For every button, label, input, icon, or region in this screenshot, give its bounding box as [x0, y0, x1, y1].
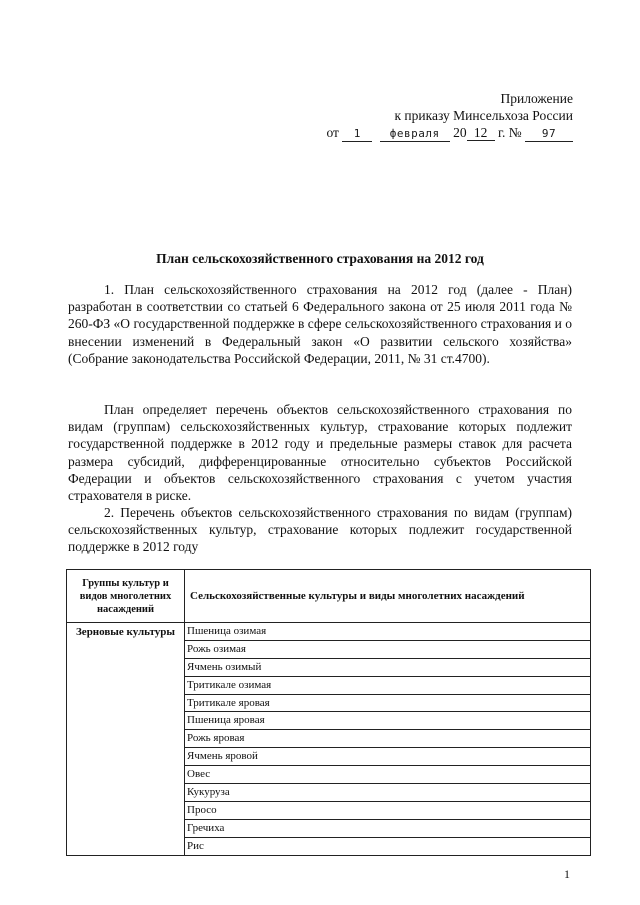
date-prefix: от: [326, 125, 339, 140]
order-label: к приказу Минсельхоза России: [394, 108, 573, 123]
paragraph-2: [68, 401, 572, 504]
crop-item: Просо: [185, 801, 591, 819]
order-date-line: [326, 124, 573, 142]
order-year: 12: [467, 126, 495, 141]
paragraph-1-text: 1. План сельскохозяйственного страхования на 2012 год (далее - План) разработан в соответствии со статьей 6 Федерального закона от 25 июля 2011 года № 260-ФЗ «О государственной поддержке в сфере сельскохозяйственного страхования и о внесении изменений в Федеральный закон «О развитии сельского хозяйства» (Собрание законодательства Российской Федерации, 2011, № 31 ст.4700).: [68, 282, 572, 366]
document-title: План сельскохозяйственного страхования на 2012 год: [156, 251, 484, 266]
paragraph-3: [68, 504, 572, 556]
number-prefix: г. №: [497, 125, 522, 140]
crop-item: Гречиха: [185, 819, 591, 837]
order-day: 1: [342, 127, 372, 142]
crop-item: Ячмень озимый: [185, 658, 591, 676]
year-prefix: 20: [453, 125, 467, 140]
crop-item: Пшеница яровая: [185, 712, 591, 730]
appendix-label: Приложение: [500, 91, 573, 106]
document-header: [326, 90, 573, 142]
crop-group-cell: Зерновые культуры: [67, 623, 185, 856]
crop-item: Ячмень яровой: [185, 748, 591, 766]
paragraph-3-text: 2. Перечень объектов сельскохозяйственного страхования по видам (группам) сельскохозяйственных культур, страхование которых подлежит государственной поддержке в 2012 году: [68, 505, 572, 555]
crop-item: Рожь яровая: [185, 730, 591, 748]
page-number: 1: [564, 867, 570, 881]
crop-item: Тритикале яровая: [185, 694, 591, 712]
crop-item: Кукуруза: [185, 784, 591, 802]
crop-item: Овес: [185, 766, 591, 784]
crop-item: Тритикале озимая: [185, 676, 591, 694]
table-row: [67, 623, 591, 641]
crops-table: [66, 569, 591, 856]
paragraph-1: [68, 281, 572, 367]
crop-item: Рис: [185, 837, 591, 855]
crop-item: Рожь озимая: [185, 640, 591, 658]
order-month: февраля: [380, 127, 450, 142]
paragraph-2-text: План определяет перечень объектов сельскохозяйственного страхования по видам (группам) сельскохозяйственных культур, страхование которых подлежит государственной поддержке в 2012 году и предельные размеры ставок для расчета размера субсидий, дифференцированные относительно субъектов Российской Федерации и объектов сельскохозяйственного страхования с учетом участия страхователя в риске.: [68, 402, 572, 504]
order-number: 97: [525, 127, 573, 142]
table-header-row: [67, 570, 591, 623]
crop-item: Пшеница озимая: [185, 623, 591, 641]
column-header-groups: Группы культур и видов многолетних насаждений: [67, 570, 185, 623]
column-header-crops: Сельскохозяйственные культуры и виды многолетних насаждений: [185, 570, 591, 623]
